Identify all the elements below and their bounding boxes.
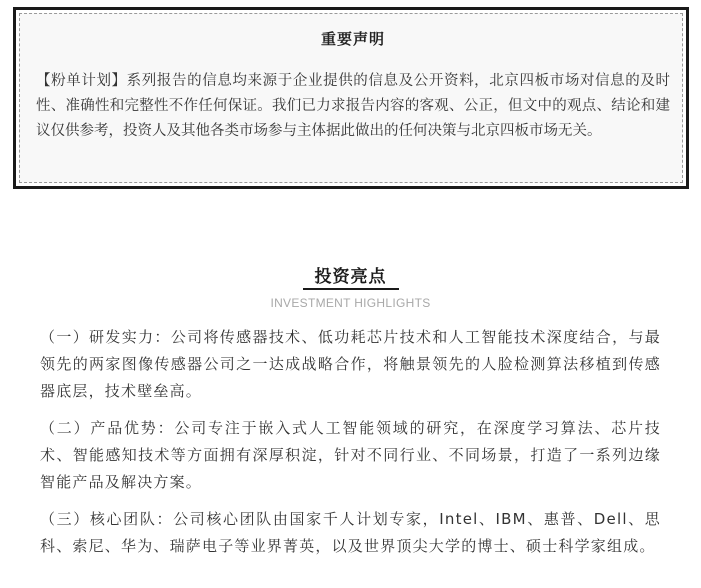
highlights-subtitle: INVESTMENT HIGHLIGHTS	[270, 296, 431, 310]
highlight-item-product: （二）产品优势：公司专注于嵌入式人工智能领域的研究，在深度学习算法、芯片技术、智能感知技术等方面拥有深厚积淀，针对不同行业、不同场景，打造了一系列边缘智能产品及解决方案。	[40, 419, 661, 491]
highlights-title-wrap	[0, 262, 701, 290]
investment-highlights-section	[0, 262, 701, 570]
disclaimer-inner	[19, 13, 683, 183]
highlights-title: 投资亮点	[303, 262, 399, 290]
highlight-item-rnd: （一）研发实力：公司将传感器技术、低功耗芯片技术和人工智能技术深度结合，与最领先的两家图像传感器公司之一达成战略合作，将触景领先的人脸检测算法移植到传感器底层，技术壁垒高。	[40, 328, 661, 400]
highlight-item-team: （三）核心团队：公司核心团队由国家千人计划专家，Intel、IBM、惠普、Dell、思科、索尼、华为、瑞萨电子等业界菁英，以及世界顶尖大学的博士、硕士科学家组成。	[40, 510, 661, 555]
disclaimer-box	[13, 7, 689, 189]
highlights-list	[0, 324, 701, 560]
disclaimer-title: 重要声明	[320, 30, 385, 48]
disclaimer-body: 【粉单计划】系列报告的信息均来源于企业提供的信息及公开资料，北京四板市场对信息的及时性、准确性和完整性不作任何保证。我们已力求报告内容的客观、公正，但文中的观点、结论和建议仅供参考，投资人及其他各类市场参与主体据此做出的任何决策与北京四板市场无关。	[36, 73, 670, 139]
